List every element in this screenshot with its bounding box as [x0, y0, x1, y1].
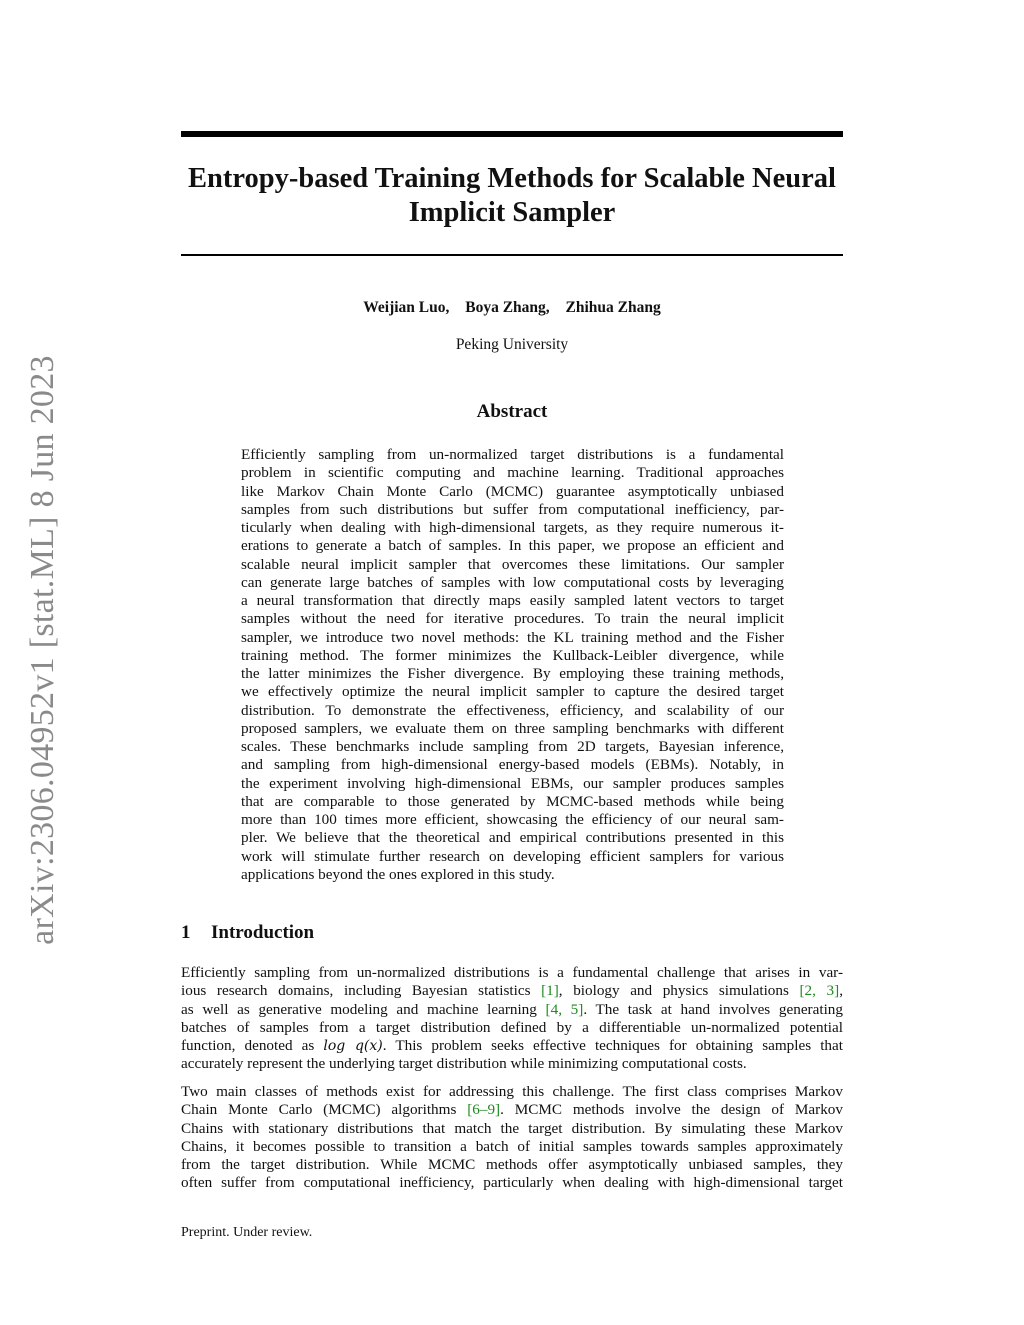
paragraph-line: Chains with stationary distributions that match the target distribution. By simulating these Markov	[181, 1119, 843, 1137]
abstract-line: like Markov Chain Monte Carlo (MCMC) guarantee asymptotically unbiased	[241, 482, 784, 500]
section-heading	[181, 922, 314, 944]
abstract-line: can generate large batches of samples with low computational costs by leveraging	[241, 573, 784, 591]
text-run: , biology and physics simulations	[558, 982, 800, 1000]
paragraph-line: batches of samples from a target distribution defined by a differentiable un-normalized potential	[181, 1018, 843, 1036]
title-line: Implicit Sampler	[408, 197, 616, 228]
abstract-heading: Abstract	[476, 401, 548, 422]
paragraph-line: Efficiently sampling from un-normalized distributions is a fundamental challenge that arises in var-	[181, 964, 843, 981]
abstract-line: we effectively optimize the neural implicit sampler to capture the desired target	[241, 683, 784, 701]
paragraph-line	[181, 982, 843, 1000]
abstract-line: samples from such distributions but suffer from computational inefficiency, par-	[241, 500, 784, 518]
paragraph-line	[181, 1001, 843, 1019]
abstract-line: ticularly when dealing with high-dimensional targets, as they require numerous it-	[241, 519, 784, 536]
author-name: Boya Zhang,	[465, 299, 550, 316]
citation-link[interactable]: [4, 5]	[545, 1000, 584, 1018]
abstract-line: distribution. To demonstrate the effectiveness, efficiency, and scalability of our	[241, 701, 784, 719]
citation-link[interactable]: [2, 3]	[799, 982, 840, 1000]
citation-link[interactable]: [1]	[541, 982, 559, 1000]
affiliation: Peking University	[455, 336, 569, 353]
author-name: Zhihua Zhang	[565, 299, 661, 316]
intro-paragraph-2	[181, 1083, 843, 1193]
text-run: ,	[839, 982, 843, 1000]
text-run: Chain Monte Carlo (MCMC) algorithms	[181, 1101, 468, 1119]
title-line: Entropy-based Training Methods for Scalable Neural	[188, 163, 836, 194]
text-run: as well as generative modeling and machine learning	[181, 1000, 546, 1018]
text-run: ious research domains, including Bayesian statistics	[181, 982, 542, 1000]
title-top-rule	[181, 131, 843, 137]
abstract-line: Efficiently sampling from un-normalized target distributions is a fundamental	[241, 446, 784, 463]
paragraph-line	[181, 1101, 843, 1119]
abstract-line: work will stimulate further research on developing efficient samplers for various	[241, 847, 784, 865]
text-run: . The task at hand involves generating	[583, 1000, 843, 1018]
abstract-line: problem in scientific computing and machine learning. Traditional approaches	[241, 464, 784, 482]
abstract-line: sampler, we introduce two novel methods: the KL training method and the Fisher	[241, 628, 784, 646]
abstract-line: pler. We believe that the theoretical and empirical contributions presented in this	[241, 829, 784, 847]
paragraph-line: Chains, it becomes possible to transition a batch of initial samples towards samples approximately	[181, 1137, 843, 1155]
text-run: . This problem seeks effective techniques for obtaining samples that	[382, 1037, 843, 1055]
footer-note: Preprint. Under review.	[181, 1225, 313, 1240]
abstract-line: scalable neural implicit sampler that overcomes these limitations. Our sampler	[241, 555, 784, 573]
abstract-line: training method. The former minimizes the Kullback-Leibler divergence, while	[241, 646, 784, 664]
paragraph-line: Two main classes of methods exist for addressing this challenge. The first class comprises Markov	[181, 1083, 843, 1100]
paragraph-line	[181, 1037, 843, 1055]
abstract-line: and sampling from high-dimensional energy-based models (EBMs). Notably, in	[241, 756, 784, 774]
text-run: . MCMC methods involve the design of Markov	[500, 1101, 843, 1119]
citation-link[interactable]: [6–9]	[467, 1101, 501, 1119]
abstract-line: proposed samplers, we evaluate them on three sampling benchmarks with different	[241, 719, 784, 737]
abstract-line: erations to generate a batch of samples. In this paper, we propose an efficient and	[241, 537, 784, 555]
paper-title	[160, 162, 864, 230]
abstract-body	[241, 446, 784, 884]
abstract-line: scales. These benchmarks include sampling from 2D targets, Bayesian inference,	[241, 738, 784, 755]
paragraph-line: from the target distribution. While MCMC methods offer asymptotically unbiased samples, they	[181, 1156, 843, 1174]
text-run: function, denoted as	[181, 1037, 324, 1055]
abstract-line: the experiment involving high-dimensional EBMs, our sampler produces samples	[241, 774, 784, 792]
paragraph-line: accurately represent the underlying target distribution while minimizing computational costs.	[181, 1055, 747, 1073]
abstract-line: that are comparable to those generated by MCMC-based methods while being	[241, 792, 784, 810]
abstract-line: more than 100 times more efficient, showcasing the efficiency of our neural sam-	[241, 811, 784, 828]
abstract-line: samples without the need for iterative procedures. To train the neural implicit	[241, 610, 784, 628]
abstract-line: the latter minimizes the Fisher divergence. By employing these training methods,	[241, 665, 784, 682]
math-expression: log q(x)	[323, 1038, 383, 1055]
paragraph-line: often suffer from computational inefficiency, particularly when dealing with high-dimensional target	[181, 1174, 843, 1192]
abstract-line: a neural transformation that directly maps easily sampled latent vectors to target	[241, 592, 784, 609]
title-bottom-rule	[181, 254, 843, 256]
intro-paragraph-1	[181, 964, 843, 1074]
section-title: Introduction	[211, 922, 315, 943]
arxiv-stamp: arXiv:2306.04952v1 [stat.ML] 8 Jun 2023	[24, 355, 61, 945]
section-number: 1	[181, 922, 191, 943]
abstract-line: applications beyond the ones explored in this study.	[241, 865, 555, 883]
author-name: Weijian Luo,	[363, 299, 450, 316]
author-list	[181, 299, 843, 317]
